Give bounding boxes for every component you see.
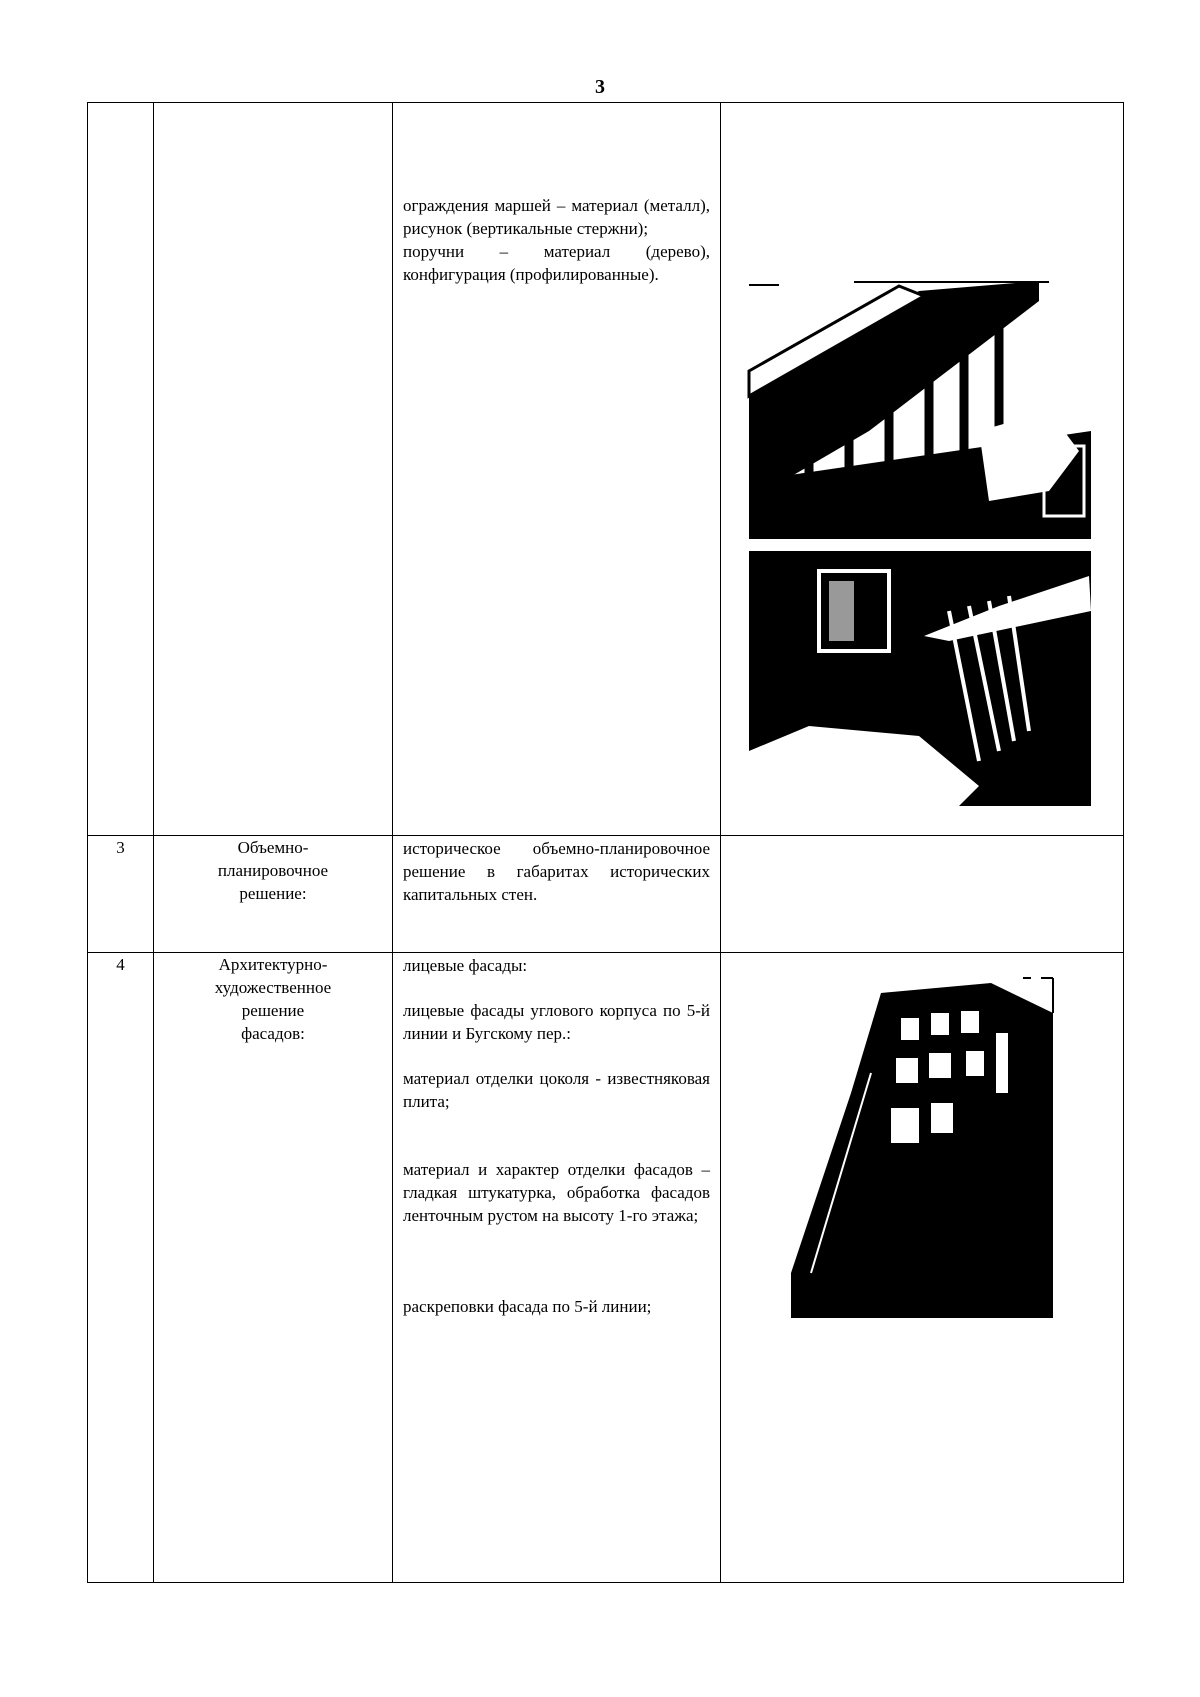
- projections-text: раскреповки фасада по 5-й линии;: [403, 1297, 652, 1316]
- row-photo-cell: [721, 103, 1124, 836]
- page-number: 3: [595, 76, 605, 98]
- staircase-railing-photo: [721, 103, 1121, 823]
- row-description-cell: [393, 836, 721, 953]
- finish-text: материал и характер отделки фасадов – гладкая штукатурка, обработка фасадов ленточным рустом на высоту 1-го этажа;: [403, 1160, 710, 1225]
- table-row: [88, 836, 1124, 953]
- row-photo-cell: [721, 953, 1124, 1583]
- table-row: [88, 103, 1124, 836]
- plinth-text: материал отделки цоколя - известняковая плита;: [403, 1069, 710, 1111]
- facade-corner-text: лицевые фасады углового корпуса по 5-й линии и Бугскому пер.:: [403, 1001, 710, 1043]
- railing-text: ограждения маршей – материал (металл), рисунок (вертикальные стержни);: [403, 196, 710, 238]
- table-row: [88, 953, 1124, 1583]
- row-name-cell: Архитектурно- художественное решение фасадов:: [154, 953, 393, 1583]
- row-number-cell: 4: [88, 953, 154, 1583]
- row-number-cell: 3: [88, 836, 154, 953]
- monument-subject-table: [87, 102, 1124, 1583]
- row-photo-cell: [721, 836, 1124, 953]
- handrail-text: поручни – материал (дерево), конфигурация (профилированные).: [403, 242, 710, 284]
- facade-heading: лицевые фасады:: [403, 956, 528, 975]
- row-name-cell: Объемно- планировочное решение:: [154, 836, 393, 953]
- row-description-cell: [393, 103, 721, 836]
- corner-building-facade-photo: [721, 953, 1121, 1333]
- row-name-cell: [154, 103, 393, 836]
- planning-text: историческое объемно-планировочное решение в габаритах исторических капитальных стен.: [403, 839, 710, 904]
- row-description-cell: [393, 953, 721, 1583]
- row-number-cell: [88, 103, 154, 836]
- staircase-interior-photo: [749, 551, 1091, 806]
